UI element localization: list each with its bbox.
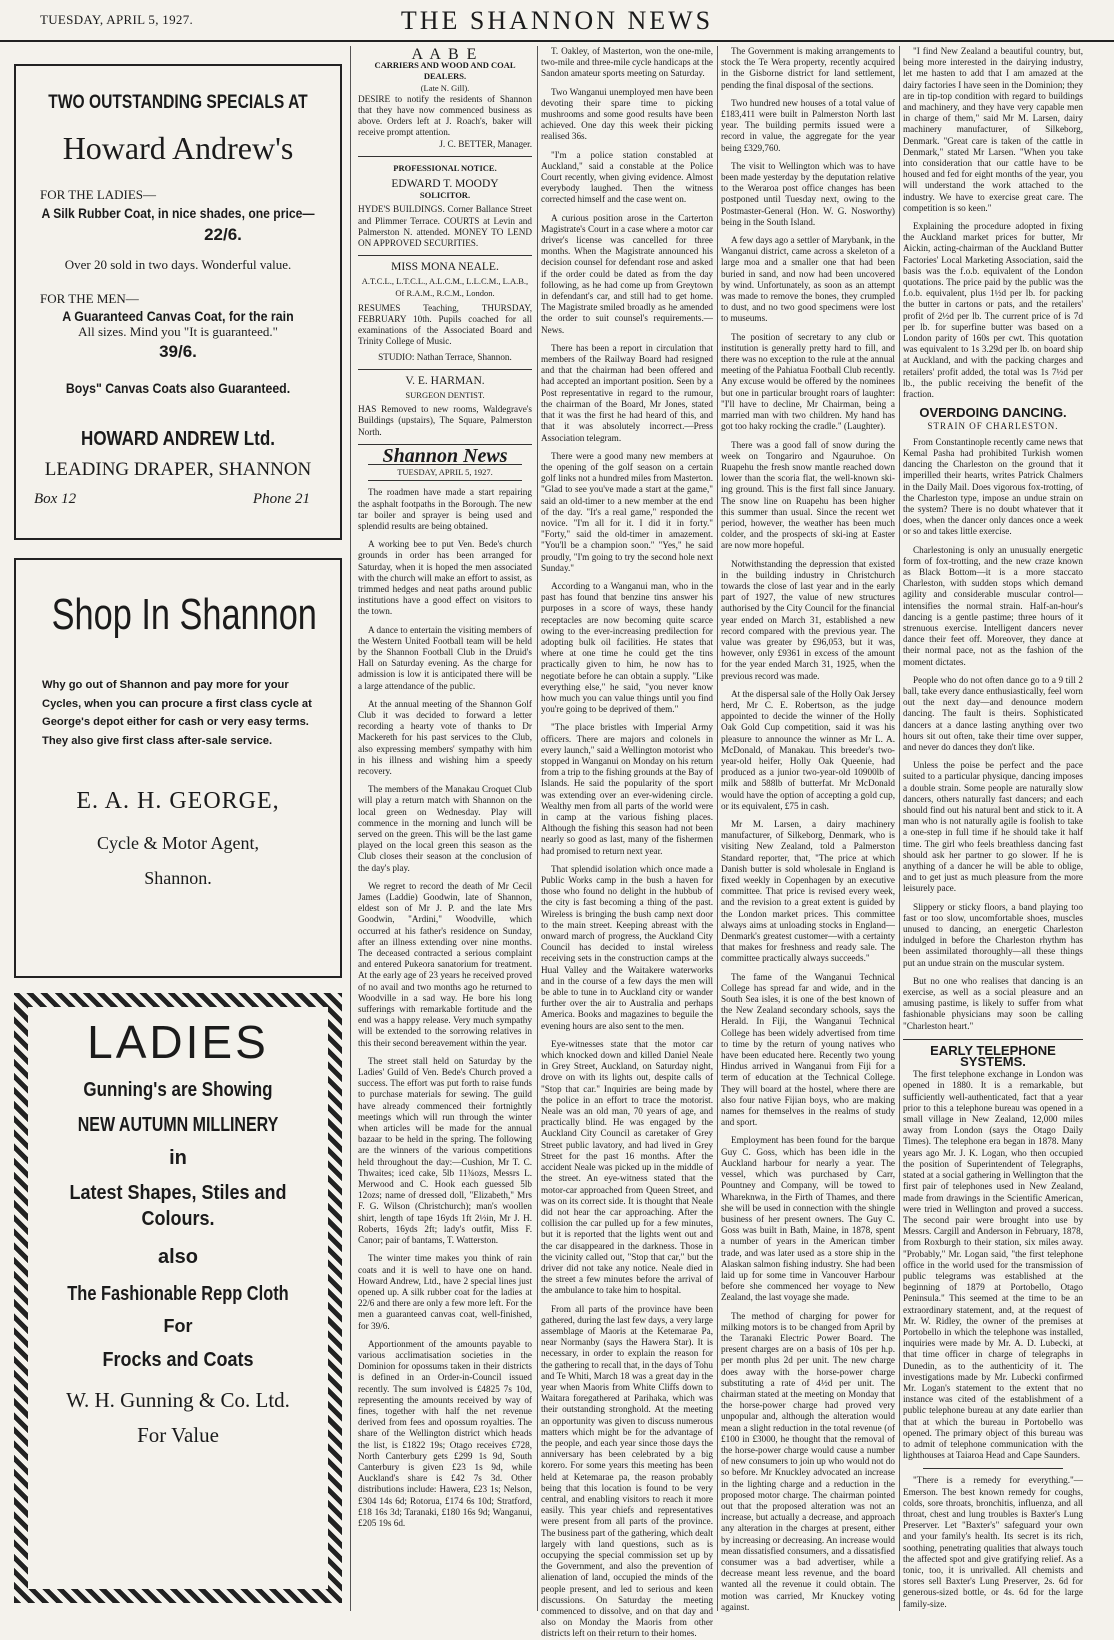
george-cycle-advert bbox=[14, 558, 342, 978]
notice-title: V. E. HARMAN. bbox=[405, 374, 485, 387]
news-paragraph: But no one who realises that dancing is an exercise, as well as a social pleasure and an amusing pastime, is likely to suffer from what fashionable physicians may soon be calling "Charleston heart." bbox=[903, 975, 1083, 1031]
news-paragraph: T. Oakley, of Masterton, won the one-mile, two-mile and three-mile cycle handicaps at the Sandon amateur sports meeting on Saturday. bbox=[541, 46, 713, 79]
men-price: 39/6. bbox=[159, 342, 197, 361]
dealer-trade: Cycle & Motor Agent, bbox=[97, 833, 259, 853]
news-paragraph: Employment has been found for the barque Guy C. Goss, which has been idle in the Auckland harbour for nearly a year. The vessel, which was purchased by Carr, Pountney and Company, will be towed to Whareknwa, in the Firth of Thames, and there she will be used in connection with the shingle business of her present owners. The Guy C. Goss was built in Bath, Maine, in 1878, spent a number of years in the American timber trade, and was later used as a store ship in the Alaskan salmon fishing industry. She had been laid up for some time in Vancouver Harbour before she commenced her voyage to New Zealand, the last voyage she made. bbox=[721, 1135, 895, 1303]
phone-number: Phone 21 bbox=[252, 491, 310, 507]
box-number: Box 12 bbox=[34, 491, 77, 507]
ladies-label: FOR THE LADIES— bbox=[40, 187, 157, 202]
news-paragraph: "I find New Zealand a beautiful country, but, being more interested in the dairying industry, let me hasten to add that I am amazed at the dairy factories I have seen in the Dominion; they are in tip-top condition with regard to buildings and machinery, and they have very capable men in charge of them," said Mr M. Larsen, dairy machinery manufacturer, of Silkeborg, Denmark. "Great care is taken of the cattle in Denmark," stated Mr Larsen. "When you take into consideration that our cattle have to be housed and fed for eight months of the year, you will understand the work attached to the industry. We have to exercise great care. The competition is so keen." bbox=[903, 46, 1083, 213]
ladies-note: Over 20 sold in two days. Wonderful value. bbox=[64, 257, 292, 272]
news-paragraph: That splendid isolation which once made a Public Works camp in the bush a haven for those who found no delight in the hubbub of the city is fast becoming a thing of the past. Wireless is bringing the bush camp next door to the main street. Keeping abreast with the onward march of progress, the Auckland City Council has decided to instal wireless receiving sets in the construction camps at the Hual Valley and the Waitakere waterworks and in the course of a few days the men will be able to tune in to Auckland city or wander further over the air to Australia and perhaps America. Books and magazines to beguile the evening hours are also sent to the men. bbox=[541, 863, 713, 1031]
news-paragraph: A dance to entertain the visiting members of the Western United Football team will be held by the Shannon Football Club in the Druid's Hall on Saturday evening. As the charge for admission is low it is anticipated there will be a large attendance of the public. bbox=[358, 624, 532, 691]
ad-headline: TWO OUTSTANDING SPECIALS AT bbox=[48, 92, 308, 113]
news-paragraph: At the dispersal sale of the Holly Oak Jersey herd, Mr C. E. Robertson, as the judge appointed to decide the winner of the Holly Oak Gold Cup competition, said it was his pleasure to announce the winner as Mr L. A. McDonald, of Manakau. This breeder's two-year-old heifer, Holly Oak Queenie, had produced as a junior two-year-old 10900lb of milk and 588lb of butterfat. Mr McDonald would have the option of accepting a gold cup, or its equivalent, £75 in cash. bbox=[721, 688, 895, 811]
notice-title: EDWARD T. MOODY bbox=[391, 178, 499, 191]
dealer-name: E. A. H. GEORGE, bbox=[76, 788, 280, 814]
gunning-line: For bbox=[163, 1316, 193, 1336]
news-paragraph: We regret to record the death of Mr Cecil James (Laddie) Goodwin, late of Shannon, eldest son of Mr J. P. and the late Mrs Goodwin, "Ardini," Woodville, which occurred at his father's residence on Sunday, after an illness extending over nine months. The deceased contracted a serious complaint and entered Pukeora sanatorium for treatment. At the early age of 23 years he received proved of no avail and two months ago he returned to Woodville in a sad way. He bore his long sufferings with remarkable fortitude and the end was a happy release. Very much sympathy will be extended to the sorrowing relatives in this their second bereavement within the year. bbox=[358, 880, 532, 1048]
news-paragraph: There has been a report in circulation that members of the Railway Board had resigned and that the chairman had been offered and had accepted an important position. Seen by a Post representative in regard to the rumour, the chairman of the Board, Mr Jones, stated that it was the first he had heard of this, and that it was absolutely incorrect.—Press Association telegram. bbox=[541, 342, 713, 443]
ad-body: Why go out of Shannon and pay more for your Cycles, when you can procure a first class cycle at George's depot either for cash or very easy terms. They also give first class after-sale service. bbox=[42, 679, 312, 747]
news-paragraph: People who do not often dance go to a 9 till 2 ball, take every dance enthusiastically, feel worn out the next day—and denounce modern dancing. The fault is theirs. Sophisticated dancers at a dance lasting anything over two hours sit out often, take their time over supper, and never do dances they don't like. bbox=[903, 674, 1083, 752]
notice-note: (Late N. Gill). bbox=[420, 82, 470, 93]
news-paragraph: According to a Wanganui man, who in the past has found that benzine tins answer his purposes in a score of ways, these handy receptacles are now becoming quite scarce owing to the ever-increasing predilection for adopting bulk oil facilities. He states that where at one time he could get the tins practically given to him, he now has to negotiate before he can obtain a supply. "Like everything else," he said, "you never know how much you can value things until you find you're going to be deprived of them." bbox=[541, 580, 713, 715]
ladies-price: 22/6. bbox=[204, 225, 242, 244]
ad-store-name: Howard Andrew's bbox=[62, 130, 294, 166]
article-headline: OVERDOING DANCING. bbox=[919, 405, 1067, 421]
column-rule bbox=[899, 46, 900, 1611]
news-paragraph: Notwithstanding the depression that existed in the building industry in Christchurch towards the close of last year and in the early part of 1927, the value of new structures authorised by the City Council for the financial year ended on March 31, established a new record compared with the previous year. The value was greater by £96,053, but it was, however, only £9361 in excess of the amount for the year ended March 31, 1925, when the previous record was made. bbox=[721, 558, 895, 681]
news-paragraph: From all parts of the province have been gathered, during the last few days, a very large assemblage of Maoris at the Ketemarae Pa, near Normanby (says the Hawera Star). It is necessary, in order to explain the reason for the gathering to recall that, in the days of Tohu and Te Whiti, March 18 was a great day in the year when Maoris from White Cliffs down to Waitara foregathered at Parihaka, which was their outstanding stronghold. At the meeting an opportunity was given to discuss numerous matters which might be for the advantage of the people, and each year since those days the anniversary has been celebrated by a big korero. For some years this meeting has been held at Ketemarae pa, the reason probably being that this location is found to be very central, and enabling visitors to reach it more easily. This year chiefs and representatives were present from all parts of the province. The business part of the gathering, which dealt largely with land questions, such as is occupying the special commission set up by the Government, and also the prevention of alienation of land, occupied the minds of the people present, and led to serious and keen discussions. On Saturday the meeting commenced to dissolve, and on that day and also on Monday the Maoris from other districts left on their return to their homes. bbox=[541, 1303, 713, 1639]
gunning-millinery-advert bbox=[14, 993, 342, 1603]
dealer-town: Shannon. bbox=[144, 868, 212, 888]
news-paragraph: Two hundred new houses of a total value of £183,411 were built in Palmerston North last year. The building permits issued were a record in value, the aggregate for the year being £329,760. bbox=[721, 97, 895, 153]
notice-title: A A B E bbox=[411, 46, 479, 63]
news-paragraph: "The place bristles with Imperial Army officers. There are majors and colonels in every launch," said a Wellington motorist who stopped in Wanganui on Monday on his return from a trip to the fishing grounds at the Bay of Islands. He said the popularity of the sport was extending over an ever-widening circle. Wealthy men from all parts of the world were in camp at the various fishing places. Although the fishing this season had not been nearly so good as last, many of the fishermen had promised to return next year. bbox=[541, 722, 713, 856]
ad-headline: Shop In Shannon bbox=[51, 590, 317, 639]
news-paragraph: The members of the Manakau Croquet Club will play a return match with Shannon on the local green on Wednesday. Play will commence in the morning and lunch will be served on the green. This will be the last game played on the local green this season as the Club closes their season at the conclusion of the day's play. bbox=[358, 784, 532, 873]
column-rule bbox=[537, 46, 538, 1611]
newspaper-title: THE SHANNON NEWS bbox=[400, 6, 714, 35]
news-paragraph: Explaining the procedure adopted in fixing the Auckland market prices for butter, Mr Aickin, acting-chairman of the Auckland Butter Factories' Local Marketing Association, said the basis was the f.o.b. equivalent of the London quotations. The price paid by the public was the f.o.b. equivalent, plus 1½d per lb. for packing the butter in cartons or pats, and the retailers' profit of 2½d per lb. The current price of is 7d per lb. for superfine butter was based on a London parity of 160s per cwt. This quotation was equivalent to 1s 3.29d per lb. on board ship at Auckland, and with the packing charges and retailers' profit added, the total was 1s 7½d per lb., the public receiving the benefit of the fraction. bbox=[903, 221, 1083, 400]
notice-heading: PROFESSIONAL NOTICE. bbox=[393, 162, 497, 173]
firm-name: HOWARD ANDREW Ltd. bbox=[81, 428, 275, 450]
news-paragraph: The first telephone exchange in London was opened in 1880. It is a remarkable, but sufficiently well-authenticated, fact that a year prior to this a telephone bureau was opened in a small village in New Zealand, 12,000 miles away from London (says the Otago Daily Times). The telephone era began in 1878. Many years ago Mr. J. K. Logan, who then occupied the position of Superintendent of Telegraphs, stated at a social gathering in Wellington that the first pair of telephones used in New Zealand, made from drawings in the Scientific American, were tried in Wellington and proved a success. The second pair were brought into use by Messrs. Cargill and Anderson in February, 1878, from Roxburgh to their station, six miles away. "Probably," Mr. Logan said, "the first telephone office in the world used for the transmission of public telegrams was established at the beginning of 1879 at Portobello, Otago Peninsula." This seemed at the time to be an extraordinary statement, and, at the request of Mr. W. Ridley, the owner of the premises at Portobello in which the telephone was installed, inquiries were made by Mr. A. D. Lubecki, at that time officer in charge of telegraphs in Dunedin, as to the authenticity of it. The investigations made by Mr. Lubecki confirmed Mr. Logan's statement to the extent that no instance was cited of the establishment of a public telephone bureau at any date earlier than that at which the bureau in Portobello was opened. The primary object of this bureau was to admit of telephone communication with the lighthouses at Taiaroa Head and Cape Saunders. bbox=[903, 1069, 1083, 1461]
column-5 bbox=[903, 46, 1083, 1611]
article-headline: EARLY TELEPHONE SYSTEMS. bbox=[903, 1039, 1083, 1067]
moody-notice bbox=[358, 157, 532, 256]
news-paragraph: There were a good many new members at the opening of the golf season on a certain golf links not a hundred miles from Masterton. "Glad to see you've made a start at the game," said an old-timer to a new member at the end of the day. "It's a real game," responded the novice. "I'm all for it. I did it in forty." "Forty," said the old-timer in amazement. "You'll be a champion soon." "Yes," he said proudly, "I'm going to try the second hole next Sunday." bbox=[541, 450, 713, 573]
news-paragraph: There was a good fall of snow during the week on Tongariro and Ngauruhoe. On Ruapehu the fresh snow mantle reached down lower than the scoria flat, the well-known ski-ing ground. This is the first fall since January. The snow line on Ruapehu has been higher this summer than usual. Since the recent wet period, however, the weather has been much colder, and the prospects of ski-ing at Easter are now more hopeful. bbox=[721, 439, 895, 551]
news-paragraph: Unless the poise be perfect and the pace suited to a particular physique, dancing imposes a double strain. Some people are naturally slow dancers, others naturally fast dancers; and each should find out his natural bent and stick to it. A man who is not naturally agile is foolish to take a one-step in full time if he should take it half time. The girl who feels breathless dancing fast should ask her partner to go slower. If he is anything of a dancer he will be able to oblige, and to get just as much pleasure from the more leisurely pace. bbox=[903, 760, 1083, 894]
news-paragraph: The method of charging for power for milking motors is to be changed from April by the Taranaki Electric Power Board. The present charges are on a basis of 10s per h.p. per month plus 2d per unit. The new charge does away with the horse-power charge substituting a rate of 4½d per unit. The chairman stated at the meeting on Monday that the horse-power charge had proved very unpopular and, although the alteration would mean a slight reduction in the total revenue (of £100 in £3000, he thought that the removal of the horse-power charge would cause a number of new consumers to join up who would not do so before. Mr Knuckley advocated an increase in the lighting charge and a reduction in the proposed motor charge. The chairman pointed out that the proposed alteration was not an increase, but actually a decrease, and approach any alteration in the charges at present, either by increasing or decreasing. An increase would mean dissatisfied consumers, and a dissatisfied consumer was a bad advertiser, while a decrease meant less revenue, and the board wanted all the revenue it could obtain. The motion was carried, Mr Knuckey voting against. bbox=[721, 1310, 895, 1612]
news-paragraph: The winter time makes you think of rain coats and it is well to have one on hand. Howard Andrew, Ltd., have 2 special lines just opened up. A silk rubber coat for the ladies at 22/6 and there are only a few more left. For the men a guaranteed canvas coat, well-finished, for 39/6. bbox=[358, 1253, 532, 1331]
notice-body: DESIRE to notify the residents of Shannon that they have now commenced business as above. Orders left at J. Roach's, baker will receive prompt attention. bbox=[358, 93, 532, 138]
notice-body: HYDE'S BUILDINGS. Corner Ballance Street and Plimmer Terrace. COURTS at Levin and Palmerston N. attended. MONEY TO LEND ON APPROVED SECURITIES. bbox=[358, 204, 532, 249]
news-paragraph: A few days ago a settler of Marybank, in the Wanganui district, came across a skeleton of a large moa and a smaller one that had been buried in sand, and now had been uncovered by wind. Unfortunately, as soon as an attempt was made to remove the bones, they crumpled to dust, and no two good specimens were lost to museums. bbox=[721, 235, 895, 324]
news-paragraph: Eye-witnesses state that the motor car which knocked down and killed Daniel Neale in Grey Street, Auckland, on Saturday night, drove on with its lights out, despite calls of "Stop that car." Inquiries are being made by the police in an effort to trace the motorist. Neale was an old man, 70 years of age, and practically blind. He was engaged by the Auckland City Council as caretaker of Grey Street public lavatory, and had lived in Grey Street for the past 16 months. After the accident Neale was picked up in the middle of the street. An eye-witness stated that the motor-car approached from Queen Street, and was on its correct side. It is thought that Neale did not hear the car approaching. After the collision the car pulled up for a few minutes, but it is reported that the lights went out and the car disappeared in the darkness. Those in the vicinity called out, "Stop that car," but the driver did not take any notice. Neale died in the street a few minutes before the arrival of the ambulance to take him to hospital. bbox=[541, 1038, 713, 1296]
news-paragraph: The fame of the Wanganui Technical College has spread far and wide, and in the South Sea isles, it is one of the best known of the New Zealand secondary schools, says the Herald. In Fiji, the Wanganui Technical College has been widely advertised from time to time by the return of young natives who have been educated here. Recently two young Hindus arrived in Wanganui from Fiji for a term of education at the Technical College. They will board at the hostel, where there are also four native Fijian boys, who are making names for themselves in the realms of study and sport. bbox=[721, 971, 895, 1128]
news-paragraph: Charlestoning is only an unusually energetic form of fox-trotting, and the new craze known as Black Bottom—it is a more staccato Charleston, with sudden stops which demand agility and considerable muscular control—intensifies the normal strain. Half-an-hour's dancing is a gentle pastime; three hours of it strenuous exercise. Intelligent dancers never dance their feet off. Moreover, they dance at their normal pace, not as the fashion of the moment dictates. bbox=[903, 544, 1083, 667]
column-rule bbox=[717, 46, 718, 1611]
news-paragraph: A working bee to put Ven. Bede's church grounds in order has been arranged for Saturday, when it is hoped the men associated with the church will make an effort to assist, as trimmed hedges and neat paths around public institutions have a good effect on visitors to the town. bbox=[358, 539, 532, 617]
news-paragraph: At the annual meeting of the Shannon Golf Club it was decided to forward a letter recording a hearty vote of thanks to Dr Mackereth for his past services to the Club, also expressing members' sympathy with him in his illness and wishing him a speedy recovery. bbox=[358, 698, 532, 776]
boys-note: Boys" Canvas Coats also Guaranteed. bbox=[65, 380, 291, 396]
news-paragraph: Two Wanganui unemployed men have been devoting their spare time to picking mushrooms and some good results have been achieved. One day this week their picking realised 36s. bbox=[541, 86, 713, 142]
news-paragraph: Slippery or sticky floors, a band playing too fast or too slow, uncomfortable shoes, muscles unused to dancing, an energetic Charleston indulged in before the Charleston rhythm has been assimilated thoroughly—all these things put an undue strain on the muscular system. bbox=[903, 901, 1083, 968]
editorial-nameplate: Shannon News bbox=[382, 444, 508, 467]
men-note: All sizes. Mind you "It is guaranteed." bbox=[78, 324, 278, 339]
notice-body: RESUMES Teaching, THURSDAY, FEBRUARY 10th. Pupils coached for all examinations of the Associated Board and Trinity College of Music. bbox=[358, 302, 532, 347]
harman-notice bbox=[358, 370, 532, 445]
men-item: A Guaranteed Canvas Coat, for the rain bbox=[62, 309, 294, 324]
column-3 bbox=[541, 46, 713, 1639]
news-paragraph: The roadmen have made a start repairing the asphalt footpaths in the Borough. The new tar boiler and sprayer is being used and splendid results are being obtained. bbox=[358, 487, 532, 531]
issue-date: TUESDAY, APRIL 5, 1927. bbox=[40, 12, 194, 27]
column-rule bbox=[350, 46, 351, 1611]
men-label: FOR THE MEN— bbox=[40, 291, 139, 306]
news-paragraph: Mr M. Larsen, a dairy machinery manufacturer, of Silkeborg, Denmark, who is visiting New Zealand, told a Palmerston Standard reporter, that, "The price at which Danish butter is sold wholesale in England is fixed weekly in Copenhagen by an executive committee. That price is revised every week, and the revision to a great extent is guided by the London market prices. This committee always aims at unloading stocks in England—Denmark's greatest customer—with a certainty that makes for freshness and ready sale. The committee practically always succeeds." bbox=[721, 819, 895, 964]
news-paragraph: "I'm a police station constabled at Auckland," said a constable at the Police Court recently, when giving evidence. Almost everybody laughed. Then the witness corrected himself and the case went on. bbox=[541, 149, 713, 205]
notice-address: STUDIO: Nathan Terrace, Shannon. bbox=[378, 351, 512, 362]
ladies-item: A Silk Rubber Coat, in nice shades, one price— bbox=[41, 206, 315, 221]
gunning-line: Frocks and Coats bbox=[102, 1349, 254, 1371]
gunning-tagline: For Value bbox=[137, 1423, 219, 1447]
firm-subtitle: LEADING DRAPER, SHANNON bbox=[44, 459, 312, 480]
notice-signature: J. C. BETTER, Manager. bbox=[439, 138, 532, 149]
news-paragraph: A curious position arose in the Carterton Magistrate's Court in a case where a motor car driver's license was cancelled for three months. When the Magistrate announced his decision counsel for defendant rose and asked if the order could be dated as from the day following, as he had come up from Greytown in defendant's car, and still had to get home. The Magistrate smiled broadly as he amended the order to suit counsel's requirements.—News. bbox=[541, 212, 713, 335]
gunning-firm: W. H. Gunning & Co. Ltd. bbox=[66, 1388, 290, 1412]
news-paragraph: The street stall held on Saturday by the Ladies' Guild of Ven. Bede's Church proved a success. The effort was put forth to raise funds to purchase materials for sewing. The guild have already commenced their fortnightly meetings which will run through the winter when articles will be made for the annual bazaar to be held in the spring. The following are the winners of the various competitions held throughout the day:—Cushion, Mr T. C. Thwaites; iced cake, 5lb 11¾ozs, Messrs L. Merwood and C. Hook each guessed 5lb 12ozs; name of dressed doll, "Elizabeth," Mrs F. G. Wilson (Christchurch); man's woollen shirt, length of tape 16yds 1ft 2½in, Mr J. H. Roberts, 16yds 2ft; lady's outfit, Miss F. Canor; pair of bantams, T. Watterston. bbox=[358, 1055, 532, 1246]
news-paragraph: "There is a remedy for everything."—Emerson. The best known remedy for coughs, colds, sore throats, bronchitis, influenza, and all throat, chest and lung troubles is Baxter's Lung Preserver. Let "Baxter's" safeguard your own and your family's health. Its secret is its rich, soothing, penetrating qualities that always touch the affected spot and give gratifying relief. As a tonic, too, it is unrivalled. All chemists and stores sell Baxter's Lung Preserver, 2s. 6d for generous-sized bottle, or 4s. 6d for the large family-size. bbox=[903, 1475, 1083, 1609]
gunning-line: Latest Shapes, Stiles and Colours. bbox=[69, 1182, 287, 1230]
gunning-line: also bbox=[157, 1246, 199, 1268]
news-paragraph: The Government is making arrangements to stock the Te Wera property, recently acquired in the Gisborne district for land settlement, pending the final disposal of the sections. bbox=[721, 46, 895, 90]
aabe-notice bbox=[358, 46, 532, 157]
ladies-headline: LADIES bbox=[87, 1016, 269, 1068]
editorial-date: TUESDAY, APRIL 5, 1927. bbox=[368, 464, 522, 481]
notice-subtitle: SURGEON DENTIST. bbox=[405, 390, 485, 401]
notice-subtitle: SOLICITOR. bbox=[419, 190, 471, 201]
article-subheadline: STRAIN OF CHARLESTON. bbox=[927, 420, 1059, 431]
news-paragraph: The position of secretary to any club or institution is generally pretty hard to fill, and there was no exception to the rule at the annual meeting of the Pahiatua Football Club recently. Any excuse would be offered by the nominees but one in particular brought roars of laughter: "I'll have to decline, Mr Chairman, being a married man with two children. My hand has got too haky rocking the cradle." (Laughter). bbox=[721, 331, 895, 432]
column-4 bbox=[721, 46, 895, 1611]
howard-andrew-advert bbox=[14, 64, 342, 540]
divider bbox=[923, 1468, 1063, 1469]
news-paragraph: From Constantinople recently came news that Kemal Pasha had prohibited Turkish women dancing the Charleston on the ground that it imperilled their hearts, writes Patrick Chalmers in the Daily Mail. Does vigorous fox-trotting, of the Charleston type, impose an undue strain on the system? There is no doubt whatever that it does, when the dancer only dances once a week or so and takes little exercise. bbox=[903, 436, 1083, 537]
gunning-line: in bbox=[169, 1147, 187, 1169]
news-paragraph: Apportionment of the amounts payable to various acclimatisation societies in the Dominion for opossums taken in their districts is defined in an Order-in-Council issued recently. The sum involved is £4825 7s 10d, representing the amounts received by way of fines, together with half the net revenue derived from fees and opossum royalties. The share of the Wellington district which heads the list, is £1822 19s; Otago receives £728, North Canterbury gets £299 1s 9d, South Canterbury is given £23 1s 9d, while Auckland's share is £42 7s 3d. Other distributions include: Hawera, £23 1s; Nelson, £304 14s 6d; Rotorua, £174 6s 10d; Stratford, £18 16s 3d; Taranaki, £180 16s 9d; Wanganui, £205 19s 6d. bbox=[358, 1338, 532, 1528]
column-2 bbox=[358, 46, 532, 1611]
notice-subtitle: A.T.C.L., L.T.C.L., A.L.C.M., L.L.C.M., L.A.B., Of R.A.M., R.C.M., London. bbox=[361, 276, 529, 298]
gunning-line: NEW AUTUMN MILLINERY bbox=[77, 1114, 279, 1136]
news-paragraph: The visit to Wellington which was to have been made yesterday by the deputation relative to the Weraroa post office changes has been postponed until Tuesday next, owing to the Postmaster-General (Hon. W. G. Nosworthy) being in the South Island. bbox=[721, 160, 895, 227]
gunning-line: The Fashionable Repp Cloth bbox=[67, 1283, 289, 1305]
gunning-line: Gunning's are Showing bbox=[83, 1079, 273, 1101]
masthead bbox=[0, 0, 1114, 42]
neale-notice bbox=[358, 256, 532, 370]
notice-body: HAS Removed to new rooms, Waldegrave's Buildings (upstairs), The Square, Palmerston North. bbox=[358, 404, 532, 437]
notice-title: MISS MONA NEALE. bbox=[391, 261, 499, 274]
notice-subtitle: CARRIERS AND WOOD AND COAL DEALERS. bbox=[374, 60, 516, 82]
